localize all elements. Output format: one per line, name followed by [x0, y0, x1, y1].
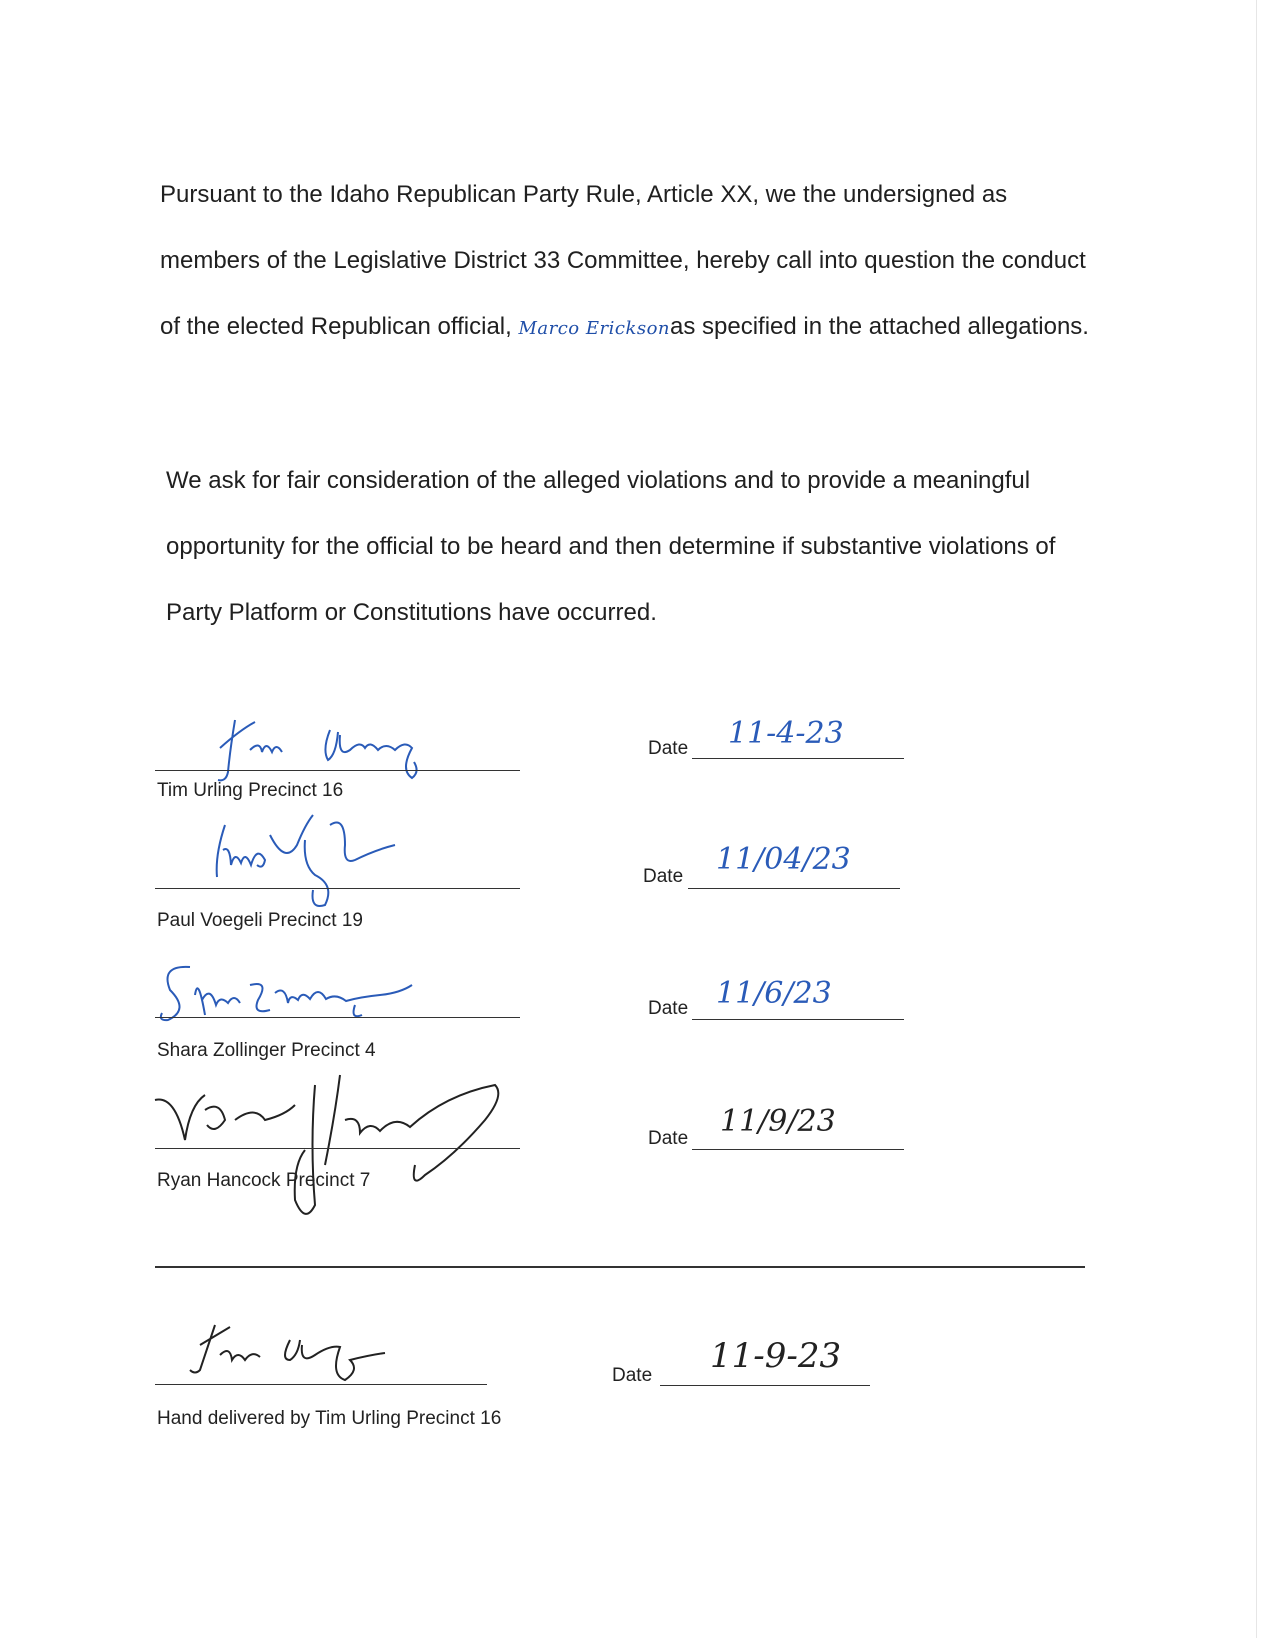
signature-ryan-hancock	[145, 1065, 525, 1235]
handwritten-official-name: Marco Erickson	[518, 318, 671, 339]
date-label-1: Date	[648, 738, 689, 759]
date-label-2: Date	[643, 866, 684, 887]
section-divider	[155, 1266, 1085, 1268]
date-label-delivery: Date	[612, 1365, 653, 1386]
signature-line-3	[155, 1017, 520, 1018]
date-line-3	[692, 1019, 904, 1020]
date-line-1	[692, 758, 904, 759]
paragraph-petition-text-1: Pursuant to the Idaho Republican Party Rule, Article XX, we the undersigned as members of the Legislative District 33 Committee, hereby call into question the conduct of the elected Republican official,	[160, 181, 1086, 340]
signature-line-1	[155, 770, 520, 771]
date-line-2	[688, 888, 900, 889]
signature-paul-voegeli	[195, 805, 435, 915]
date-value-3: 11/6/23	[716, 976, 832, 1011]
date-value-2: 11/04/23	[716, 842, 851, 877]
date-line-4	[692, 1149, 904, 1150]
printed-name-3: Shara Zollinger Precinct 4	[157, 1040, 376, 1061]
date-value-delivery: 11-9-23	[710, 1336, 842, 1376]
date-label-3: Date	[648, 998, 689, 1019]
signature-line-4	[155, 1148, 520, 1149]
signature-shara-zollinger	[150, 955, 440, 1035]
signature-tim-urling	[200, 710, 460, 790]
date-value-1: 11-4-23	[728, 716, 844, 751]
paragraph-request: We ask for fair consideration of the alleged violations and to provide a meaningful opportunity for the official to be heard and then determine if substantive violations of Party Platform or Constitutions have occurred.	[166, 467, 1056, 626]
printed-name-1: Tim Urling Precinct 16	[157, 780, 344, 801]
date-line-delivery	[660, 1385, 870, 1386]
date-label-4: Date	[648, 1128, 689, 1149]
paragraph-petition-text-2: as specified in the attached allegations.	[670, 313, 1089, 340]
printed-name-4: Ryan Hancock Precinct 7	[157, 1170, 371, 1191]
signature-line-delivery	[155, 1384, 487, 1385]
date-value-4: 11/9/23	[720, 1104, 836, 1139]
printed-name-delivery: Hand delivered by Tim Urling Precinct 16	[157, 1408, 502, 1429]
signature-line-2	[155, 888, 520, 889]
signature-delivery-tim-urling	[180, 1315, 400, 1415]
paragraph-petition	[160, 162, 1100, 362]
page-edge	[1256, 0, 1257, 1638]
printed-name-2: Paul Voegeli Precinct 19	[157, 910, 363, 931]
